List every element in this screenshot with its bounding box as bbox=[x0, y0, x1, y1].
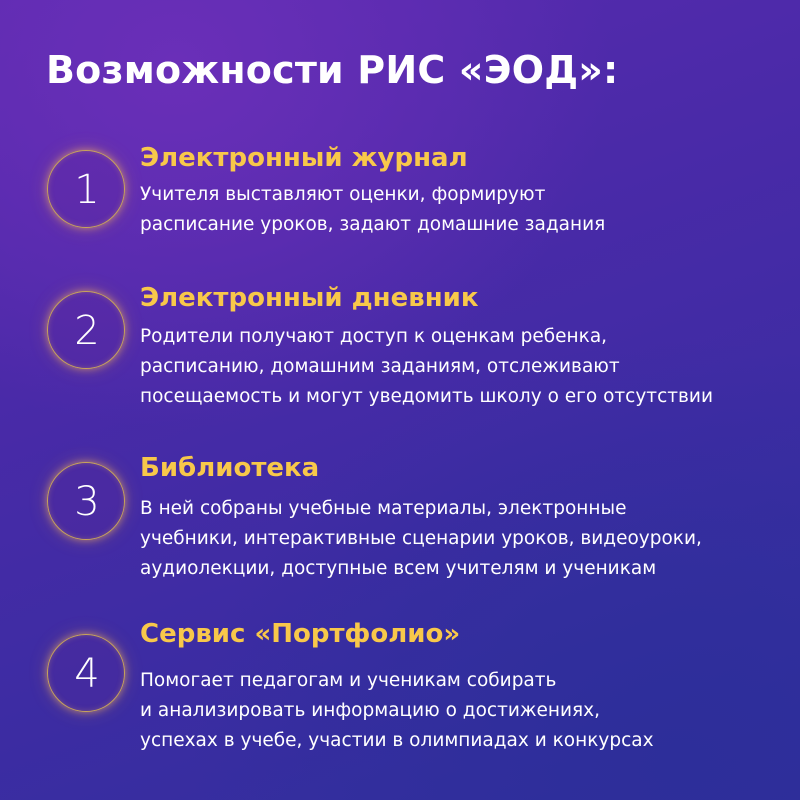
number-label-1: 1 bbox=[74, 167, 100, 213]
page-title: Возможности РИС «ЭОД»: bbox=[46, 48, 619, 92]
feature-description-line: аудиолекции, доступные всем учителям и ученикам bbox=[140, 558, 657, 579]
number-label-4: 4 bbox=[74, 651, 100, 697]
feature-description-line: Помогает педагогам и ученикам собирать bbox=[140, 670, 557, 691]
feature-heading-1: Электронный журнал bbox=[140, 143, 468, 173]
feature-heading-3: Библиотека bbox=[140, 453, 320, 483]
feature-heading-4: Сервис «Портфолио» bbox=[140, 619, 461, 649]
number-label-3: 3 bbox=[74, 479, 100, 525]
number-circle-1 bbox=[47, 150, 125, 228]
feature-description-line: успехах в учебе, участии в олимпиадах и конкурсах bbox=[140, 730, 654, 751]
feature-description-line: посещаемость и могут уведомить школу о его отсутствии bbox=[140, 386, 713, 407]
feature-description-line: Учителя выставляют оценки, формируют bbox=[140, 184, 546, 205]
feature-description-line: Родители получают доступ к оценкам ребенка, bbox=[140, 326, 608, 347]
feature-description-line: учебники, интерактивные сценарии уроков, видеоуроки, bbox=[140, 528, 702, 549]
number-circle-3 bbox=[47, 462, 125, 540]
feature-description-line: расписание уроков, задают домашние задания bbox=[140, 214, 606, 235]
feature-description-line: В ней собраны учебные материалы, электронные bbox=[140, 498, 627, 519]
number-circle-2 bbox=[47, 291, 125, 369]
feature-description-line: расписанию, домашним заданиям, отслеживают bbox=[140, 356, 620, 377]
feature-description-line: и анализировать информацию о достижениях, bbox=[140, 700, 601, 721]
feature-heading-2: Электронный дневник bbox=[140, 283, 479, 313]
number-circle-4 bbox=[47, 634, 125, 712]
number-label-2: 2 bbox=[74, 308, 100, 354]
